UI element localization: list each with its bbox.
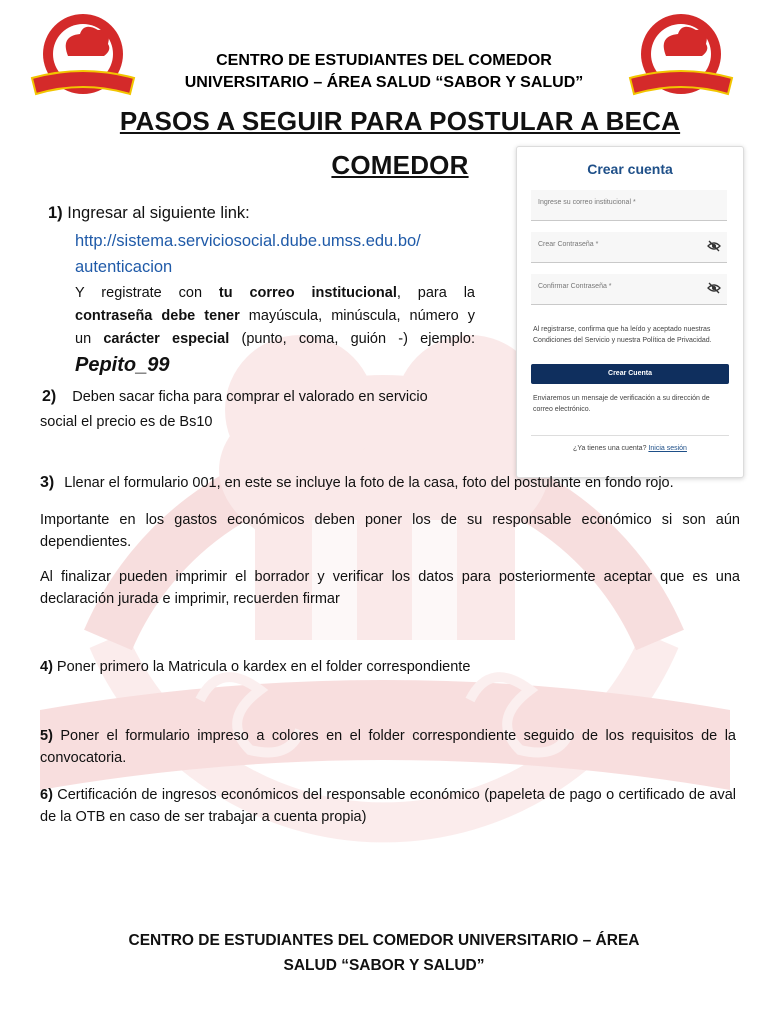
step-3-text: Llenar el formulario 001, en este se incluye la foto de la casa, foto del postulante en fondo rojo. — [64, 475, 674, 491]
password-placeholder: Crear Contraseña * — [538, 241, 599, 248]
signup-title: Crear cuenta — [587, 161, 673, 177]
bold-text: tu correo institucional — [218, 285, 397, 301]
step-3-important: Importante en los gastos económicos deben poner los de su responsable económico si son aún dependientes. — [40, 512, 740, 550]
step-1-intro-text: Ingresar al siguiente link: — [62, 204, 250, 222]
email-placeholder: Ingrese su correo institucional * — [538, 199, 636, 206]
text: Y registrate con — [75, 285, 219, 301]
step-2-line-1 — [42, 386, 482, 408]
step-1-detail-line-3 — [75, 328, 475, 350]
step-3 — [40, 472, 740, 494]
have-account-text: ¿Ya tienes una cuenta? — [573, 445, 647, 452]
page-title-line-1: PASOS A SEGUIR PARA POSTULAR A BECA — [119, 106, 681, 136]
step-6 — [40, 784, 736, 828]
footer-line-1: CENTRO DE ESTUDIANTES DEL COMEDOR UNIVERSITARIO – ÁREA — [128, 932, 640, 949]
text: un — [75, 331, 104, 347]
bold-text: contraseña debe tener — [75, 308, 240, 324]
divider — [531, 435, 729, 436]
step-6-number: 6) — [40, 787, 53, 803]
login-prompt — [517, 445, 743, 452]
text: mayúscula, minúscula, número y — [239, 308, 475, 324]
footer-line-2: SALUD “SABOR Y SALUD” — [283, 957, 485, 974]
step-4-text: Poner primero la Matricula o kardex en el folder correspondiente — [52, 659, 471, 675]
step-5-number: 5) — [40, 728, 53, 744]
step-6-text: Certificación de ingresos económicos del responsable económico (papeleta de pago o certificado de aval de la OTB en caso de ser trabajar a cuenta propia) — [40, 787, 736, 825]
eye-off-icon[interactable] — [707, 282, 721, 294]
create-account-button[interactable]: Crear Cuenta — [531, 364, 729, 384]
step-4-number: 4) — [40, 659, 53, 675]
signup-card — [516, 146, 744, 478]
step-1-detail-line-2 — [75, 305, 475, 327]
step-5 — [40, 725, 736, 769]
text: , para la — [396, 285, 475, 301]
step-1-detail-line-1 — [75, 282, 475, 304]
password-example: Pepito_99 — [75, 354, 170, 376]
step-1-number: 1) — [48, 204, 63, 222]
password-field[interactable] — [531, 232, 727, 263]
step-2-text: Deben sacar ficha para comprar el valorado en servicio — [72, 389, 428, 405]
registration-link-line-1[interactable]: http://sistema.serviciosocial.dube.umss.edu.bo/ — [75, 232, 421, 250]
header-line-2: UNIVERSITARIO – ÁREA SALUD “SABOR Y SALUD” — [184, 74, 584, 91]
email-field[interactable] — [531, 190, 727, 221]
verify-note: Enviaremos un mensaje de verificación a su dirección de correo electrónico. — [533, 395, 710, 413]
registration-link-line-2[interactable]: autenticacion — [75, 258, 173, 276]
eye-off-icon[interactable] — [707, 240, 721, 252]
terms-note: Al registrarse, confirma que ha leído y aceptado nuestras Condiciones del Servicio y nuestra Política de Privacidad. — [533, 326, 712, 344]
login-link[interactable]: Inicia sesión — [648, 445, 687, 452]
step-3-number: 3) — [40, 474, 55, 491]
header-line-1: CENTRO DE ESTUDIANTES DEL COMEDOR — [216, 52, 552, 69]
text: (punto, coma, guión -) ejemplo: — [229, 331, 475, 347]
step-2-line-2: social el precio es de Bs10 — [40, 414, 213, 430]
confirm-password-field[interactable] — [531, 274, 727, 305]
page-title-line-2: COMEDOR — [331, 150, 469, 180]
step-1-intro — [48, 202, 250, 224]
step-4 — [40, 656, 740, 678]
step-2-number: 2) — [42, 388, 57, 405]
sabor-salud-logo-left — [28, 10, 138, 100]
step-3-finalize: Al finalizar pueden imprimir el borrador y verificar los datos para posteriormente aceptar que es una declaración jurada e imprimir, recuerden firmar — [40, 569, 740, 607]
sabor-salud-logo-right — [626, 10, 736, 100]
confirm-password-placeholder: Confirmar Contraseña * — [538, 283, 612, 290]
step-5-text: Poner el formulario impreso a colores en el folder correspondiente seguido de los requisitos de la convocatoria. — [40, 728, 736, 766]
bold-text: carácter especial — [103, 331, 230, 347]
